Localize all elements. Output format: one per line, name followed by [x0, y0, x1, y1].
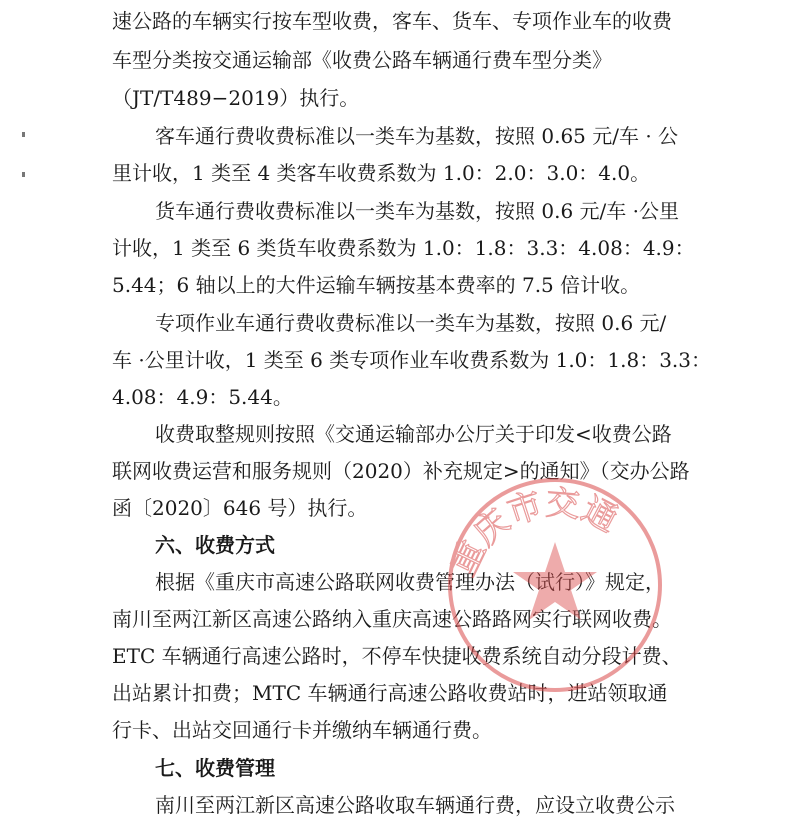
section-heading: 七、收费管理	[155, 756, 275, 780]
scan-mark	[22, 172, 25, 177]
text-line: 专项作业车通行费收费标准以一类车为基数，按照 0.6 元/	[155, 311, 667, 335]
text-line: 行卡、出站交回通行卡并缴纳车辆通行费。	[112, 718, 492, 742]
text-line: 车 ·公里计收，1 类至 6 类专项作业车收费系数为 1.0：1.8：3.3：	[112, 348, 712, 372]
text-line: 速公路的车辆实行按车型收费，客车、货车、专项作业车的收费	[112, 9, 672, 33]
text-line: 南川至两江新区高速公路纳入重庆高速公路路网实行联网收费。	[112, 607, 672, 631]
text-line: （JT/T489−2019）执行。	[112, 86, 360, 110]
text-line: 车型分类按交通运输部《收费公路车辆通行费车型分类》	[112, 48, 612, 72]
seal-lettering: 重庆市交通	[443, 483, 624, 583]
text-line: 出站累计扣费；MTC 车辆通行高速公路收费站时，进站领取通	[112, 681, 668, 705]
text-line: 收费取整规则按照《交通运输部办公厅关于印发<收费公路	[155, 422, 672, 446]
text-line: 联网收费运营和服务规则（2020）补充规定>的通知》（交办公路	[112, 459, 690, 483]
text-line: 里计收，1 类至 4 类客车收费系数为 1.0：2.0：3.0：4.0。	[112, 161, 651, 185]
section-heading: 六、收费方式	[155, 533, 275, 557]
text-line: ETC 车辆通行高速公路时，不停车快捷收费系统自动分段计费、	[112, 644, 682, 668]
text-line: 5.44；6 轴以上的大件运输车辆按基本费率的 7.5 倍计收。	[112, 273, 641, 297]
text-line: 计收，1 类至 6 类货车收费系数为 1.0：1.8：3.3：4.08：4.9：	[112, 236, 695, 260]
text-line: 客车通行费收费标准以一类车为基数，按照 0.65 元/车 · 公	[155, 124, 679, 148]
text-line: 根据《重庆市高速公路联网收费管理办法（试行）》规定，	[155, 570, 665, 594]
scan-mark	[22, 132, 25, 137]
text-line: 货车通行费收费标准以一类车为基数，按照 0.6 元/车 ·公里	[155, 199, 679, 223]
text-line: 南川至两江新区高速公路收取车辆通行费，应设立收费公示	[155, 793, 675, 817]
text-line: 函〔2020〕646 号）执行。	[112, 496, 368, 520]
text-line: 4.08：4.9：5.44。	[112, 385, 293, 409]
